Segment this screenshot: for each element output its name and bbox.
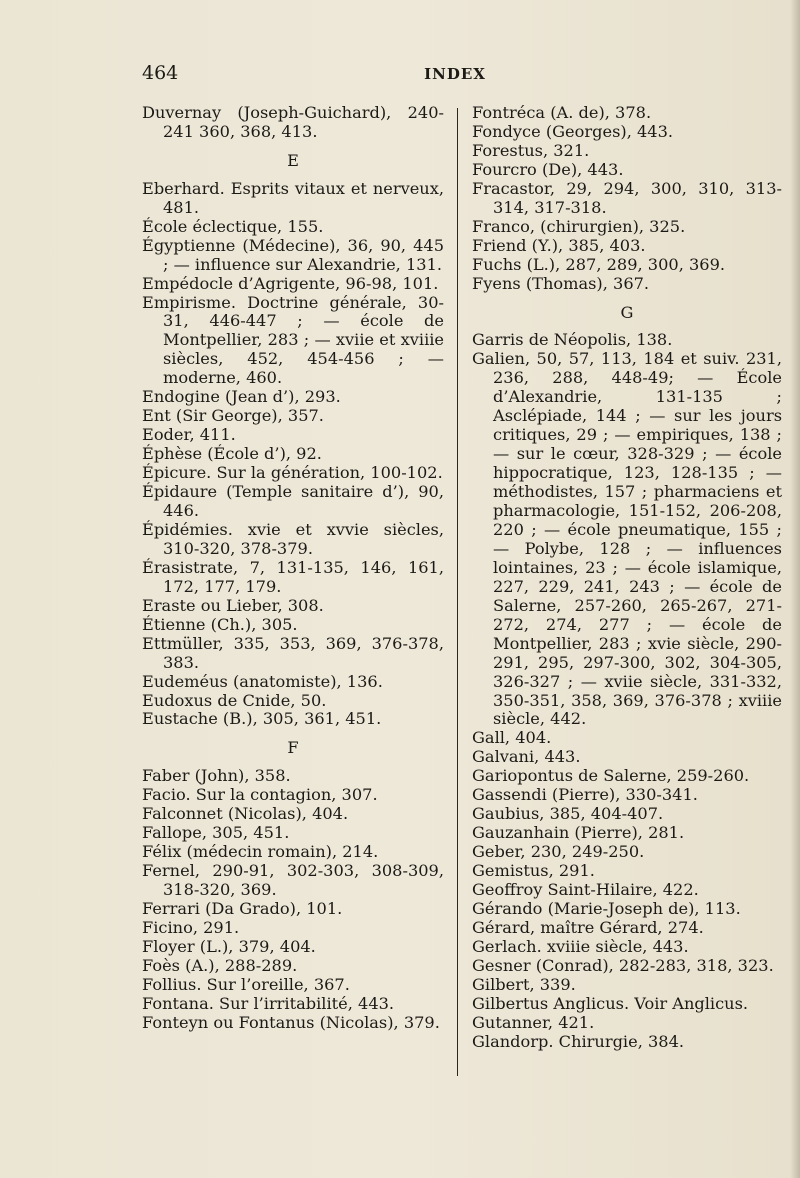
- index-entry: Glandorp. Chirurgie, 384.: [472, 1031, 685, 1051]
- index-entry: Gauzanhain (Pierre), 281.: [472, 823, 685, 843]
- index-entry: Gariopontus de Salerne, 259-260.: [472, 766, 750, 786]
- index-entry: Fyens (Thomas), 367.: [472, 273, 650, 293]
- index-entry: Gerlach. xviiie siècle, 443.: [472, 936, 689, 956]
- index-entry: Forestus, 321.: [472, 140, 590, 160]
- index-entry: Gall, 404.: [472, 728, 552, 748]
- index-entry: Ettmüller, 335, 353, 369, 376-378, 383.: [142, 633, 444, 672]
- section-letter-text: F: [287, 738, 299, 758]
- section-letter: [142, 729, 444, 767]
- index-entry: Fourcro (De), 443.: [472, 159, 624, 179]
- index-entry: Floyer (L.), 379, 404.: [142, 936, 316, 956]
- index-entry: Fonteyn ou Fontanus (Nicolas), 379.: [142, 1012, 440, 1032]
- index-entry: Follius. Sur l’oreille, 367.: [142, 974, 350, 994]
- index-entry: Fallope, 305, 451.: [142, 823, 290, 843]
- section-letter-text: G: [620, 302, 634, 322]
- index-entry: Galien, 50, 57, 113, 184 et suiv. 231, 236, 288, 448-49; — École d’Alexandrie, 131-135 ; Asclépiade, 144 ; — sur les jours critiques, 29 ; — empiriques, 138 ; — sur le cœur, 328-329 ; — école hippocratique, 123, 128-135 ; — méthodistes, 157 ; pharmaciens et pharmacologie, 151-152, 206-208, 220 ; — école pneumatique, 155 ; — Polybe, 128 ; — influences lointaines, 23 ; — école islamique, 227, 229, 241, 243 ; — école de Salerne, 257-260, 265-267, 271-272, 274, 277 ; — école de Montpellier, 283 ; xvie siècle, 290-291, 295, 297-300, 302, 304-305, 326-327 ; — xviie siècle, 331-332, 350-351, 358, 369, 376-378 ; xviiie siècle, 442.: [472, 349, 782, 729]
- index-entry: École éclectique, 155.: [142, 216, 324, 236]
- index-entry: Épidaure (Temple sanitaire d’), 90, 446.: [142, 482, 444, 520]
- index-entry: Eberhard. Esprits vitaux et nerveux, 481.: [142, 178, 444, 217]
- index-entry: Galvani, 443.: [472, 747, 581, 767]
- index-entry: Gaubius, 385, 404-407.: [472, 804, 664, 824]
- index-entry: Gilbertus Anglicus. Voir Anglicus.: [472, 993, 749, 1013]
- index-entry: Duvernay (Joseph-Guichard), 240-241 360, 368, 413.: [142, 103, 444, 141]
- index-entry: Franco, (chirurgien), 325.: [472, 216, 686, 236]
- section-letter: [472, 294, 782, 332]
- index-entry: Ferrari (Da Grado), 101.: [142, 899, 343, 918]
- index-entry: Érasistrate, 7, 131-135, 146, 161, 172, 177, 179.: [142, 557, 444, 596]
- index-entry: Gérard, maître Gérard, 274.: [472, 917, 704, 937]
- index-entry: Gassendi (Pierre), 330-341.: [472, 785, 698, 805]
- index-entry: Foès (A.), 288-289.: [142, 955, 298, 975]
- running-header: [142, 62, 782, 86]
- column-divider: [457, 108, 458, 1076]
- index-entry: Eudeméus (anatomiste), 136.: [142, 671, 383, 691]
- index-entry: Gérando (Marie-Joseph de), 113.: [472, 899, 741, 919]
- index-entry: Épicure. Sur la génération, 100-102.: [142, 463, 443, 483]
- index-column-right: [472, 104, 782, 1052]
- index-entry: Garris de Néopolis, 138.: [472, 330, 673, 350]
- index-entry: Eudoxus de Cnide, 50.: [142, 690, 327, 710]
- index-entry: Ent (Sir George), 357.: [142, 406, 324, 426]
- index-entry: Eoder, 411.: [142, 425, 236, 445]
- index-entry: Faber (John), 358.: [142, 766, 291, 786]
- index-entry: Fondyce (Georges), 443.: [472, 121, 674, 141]
- index-entry: Éphèse (École d’), 92.: [142, 444, 322, 464]
- index-entry: Ficino, 291.: [142, 917, 240, 937]
- index-entry: Gilbert, 339.: [472, 974, 576, 994]
- index-entry: Gesner (Conrad), 282-283, 318, 323.: [472, 955, 774, 975]
- index-entry: Empirisme. Doctrine générale, 30-31, 446-447 ; — école de Montpellier, 283 ; — xviie et xviiie siècles, 452, 454-456 ; — moderne, 460.: [142, 292, 444, 388]
- page-number: 464: [142, 62, 179, 84]
- index-entry: Fracastor, 29, 294, 300, 310, 313-314, 317-318.: [472, 178, 782, 217]
- page-edge-shadow: [790, 0, 800, 1178]
- index-entry: Épidémies. xvie et xvvie siècles, 310-320, 378-379.: [142, 519, 444, 558]
- index-entry: Facio. Sur la contagion, 307.: [142, 785, 378, 805]
- index-entry: Friend (Y.), 385, 403.: [472, 235, 646, 255]
- index-entry: Félix (médecin romain), 214.: [142, 842, 379, 862]
- index-entry: Empédocle d’Agrigente, 96-98, 101.: [142, 273, 439, 293]
- index-column-left: [142, 104, 444, 1033]
- section-letter: [142, 142, 444, 180]
- running-title: INDEX: [424, 65, 486, 83]
- index-entry: Fernel, 290-91, 302-303, 308-309, 318-320, 369.: [142, 861, 444, 900]
- index-entry: Fuchs (L.), 287, 289, 300, 369.: [472, 254, 726, 274]
- index-entry: Fontréca (A. de), 378.: [472, 103, 652, 122]
- index-entry: Falconnet (Nicolas), 404.: [142, 804, 349, 824]
- index-entry: Égyptienne (Médecine), 36, 90, 445 ; — influence sur Alexandrie, 131.: [142, 235, 444, 274]
- index-entry: Fontana. Sur l’irritabilité, 443.: [142, 993, 395, 1013]
- index-entry: Endogine (Jean d’), 293.: [142, 387, 341, 407]
- index-entry: Étienne (Ch.), 305.: [142, 614, 298, 634]
- index-entry: Eraste ou Lieber, 308.: [142, 595, 324, 615]
- section-letter-text: E: [287, 150, 299, 170]
- index-entry: Gemistus, 291.: [472, 861, 595, 881]
- index-entry: Geber, 230, 249-250.: [472, 842, 645, 862]
- index-entry: Eustache (B.), 305, 361, 451.: [142, 709, 382, 729]
- index-entry: Geoffroy Saint-Hilaire, 422.: [472, 880, 699, 900]
- index-entry: Gutanner, 421.: [472, 1012, 595, 1032]
